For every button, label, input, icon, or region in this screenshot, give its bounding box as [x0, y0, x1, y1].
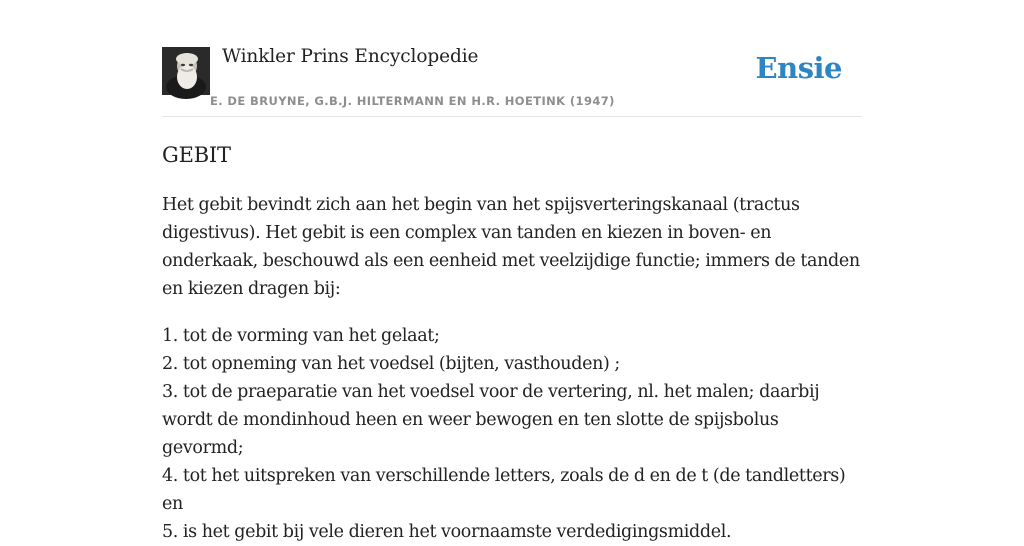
article [162, 140, 862, 546]
function-list [162, 322, 862, 546]
list-item: 3. tot de praeparatie van het voedsel voor de vertering, nl. het malen; daarbij wordt de mondinhoud heen en weer bewogen en ten slotte de spijsbolus gevormd; [162, 382, 820, 458]
header [162, 40, 862, 117]
authors-line: E. DE BRUYNE, G.B.J. HILTERMANN EN H.R. HOETINK (1947) [210, 94, 615, 108]
list-item: 1. tot de vorming van het gelaat; [162, 326, 440, 346]
list-item: 2. tot opneming van het voedsel (bijten, vasthouden) ; [162, 354, 620, 374]
article-paragraph: Het gebit bevindt zich aan het begin van het spijsverteringskanaal (tractus digestivus). Het gebit is een complex van tanden en kiezen in boven- en onderkaak, beschouwd als een eenheid met veelzijdige functie; immers de tanden en kiezen dragen bij: [162, 195, 860, 299]
site-title[interactable]: Winkler Prins Encyclopedie [222, 46, 479, 67]
article-title: GEBIT [162, 143, 231, 167]
bearded-man-portrait-icon [162, 47, 210, 95]
author-portrait-avatar[interactable] [162, 47, 210, 95]
list-item: 5. is het gebit bij vele dieren het voornaamste verdedigingsmiddel. [162, 522, 732, 542]
list-item: 4. tot het uitspreken van verschillende letters, zoals de d en de t (de tandletters) en [162, 466, 846, 514]
ensie-logo[interactable]: Ensie [755, 51, 842, 85]
